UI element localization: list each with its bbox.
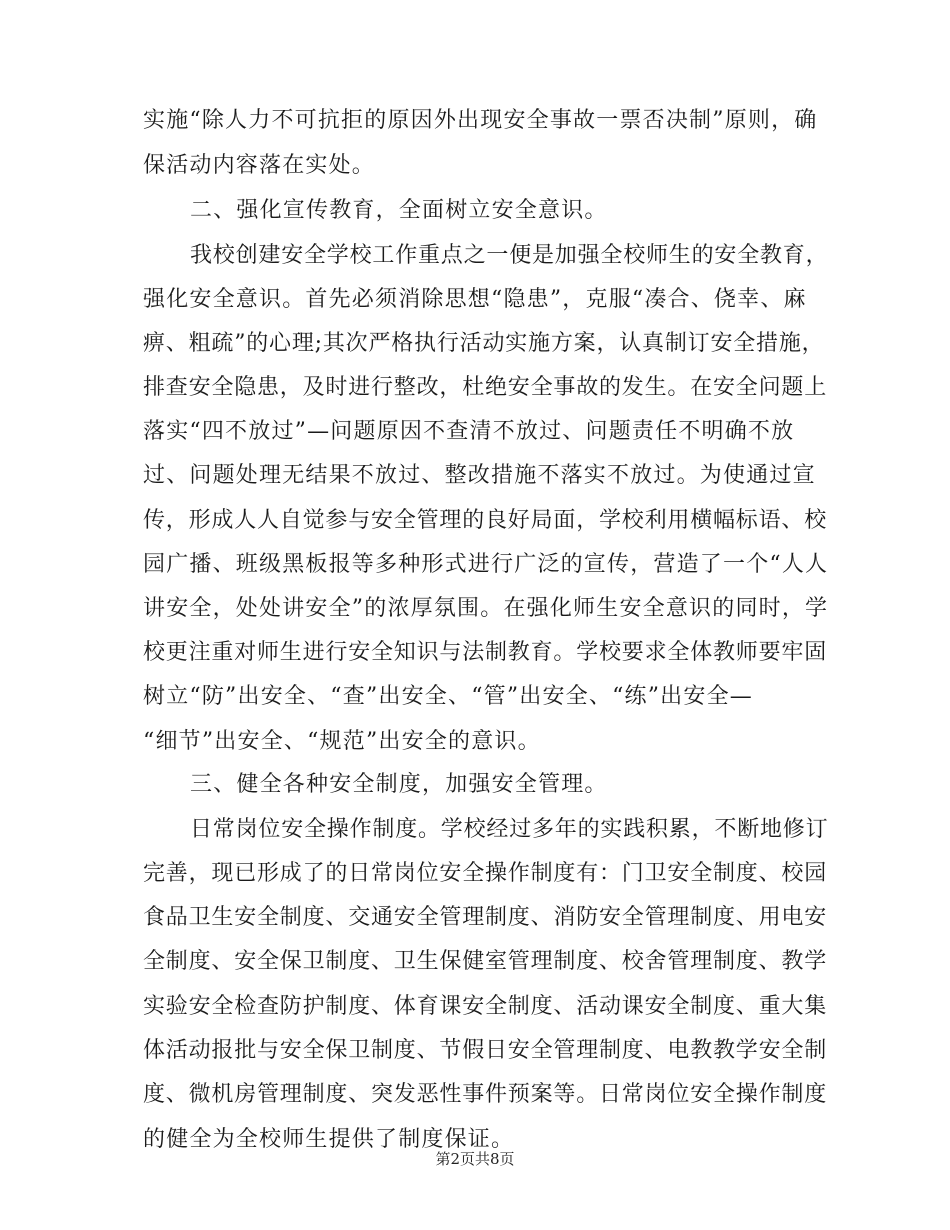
text-line: 强化安全意识。首先必须消除思想“隐患”，克服“凑合、侥幸、麻 [143, 287, 807, 312]
section-heading: 二、强化宣传教育，全面树立安全意识。 [190, 198, 608, 223]
section-heading: 三、健全各种安全制度，加强安全管理。 [190, 772, 608, 797]
text-line: 度、微机房管理制度、突发恶性事件预案等。日常岗位安全操作制度 [143, 1082, 828, 1107]
text-line: 排查安全隐患，及时进行整改，杜绝安全事故的发生。在安全问题上 [143, 375, 828, 400]
text-line: 讲安全，处处讲安全”的浓厚氛围。在强化师生安全意识的同时，学 [143, 596, 829, 621]
text-line: 保活动内容落在实处。 [143, 153, 376, 178]
text-line: “细节”出安全、“规范”出安全的意识。 [143, 729, 541, 754]
text-line: 过、问题处理无结果不放过、整改措施不落实不放过。为使通过宣 [143, 463, 816, 488]
text-line: 树立“防”出安全、“查”出安全、“管”出安全、“练”出安全— [143, 684, 753, 709]
text-line: 传，形成人人自觉参与安全管理的良好局面，学校利用横幅标语、校 [143, 508, 828, 533]
page-number: 第2页共8页 [435, 1150, 515, 1168]
text-line: 园广播、班级黑板报等多种形式进行广泛的宣传，营造了一个“人人 [143, 552, 829, 577]
text-line: 体活动报批与安全保卫制度、节假日安全管理制度、电教教学安全制 [143, 1038, 828, 1063]
text-line: 日常岗位安全操作制度。学校经过多年的实践积累，不断地修订 [190, 817, 829, 842]
text-line: 食品卫生安全制度、交通安全管理制度、消防安全管理制度、用电安 [143, 905, 828, 930]
text-line: 的健全为全校师生提供了制度保证。 [143, 1127, 515, 1152]
text-line: 校更注重对师生进行安全知识与法制教育。学校要求全体教师要牢固 [143, 640, 828, 665]
text-line: 完善，现已形成了的日常岗位安全操作制度有：门卫安全制度、校园 [143, 861, 828, 886]
text-line: 实验安全检查防护制度、体育课安全制度、活动课安全制度、重大集 [143, 994, 828, 1019]
text-line: 全制度、安全保卫制度、卫生保健室管理制度、校舍管理制度、教学 [143, 949, 828, 974]
text-line: 实施“除人力不可抗拒的原因外出现安全事故一票否决制”原则，确 [143, 108, 818, 133]
text-line: 我校创建安全学校工作重点之一便是加强全校师生的安全教育， [190, 243, 829, 268]
text-line: 痹、粗疏”的心理;其次严格执行活动实施方案，认真制订安全措施， [143, 331, 825, 356]
text-line: 落实“四不放过”—问题原因不查清不放过、问题责任不明确不放 [143, 419, 795, 444]
